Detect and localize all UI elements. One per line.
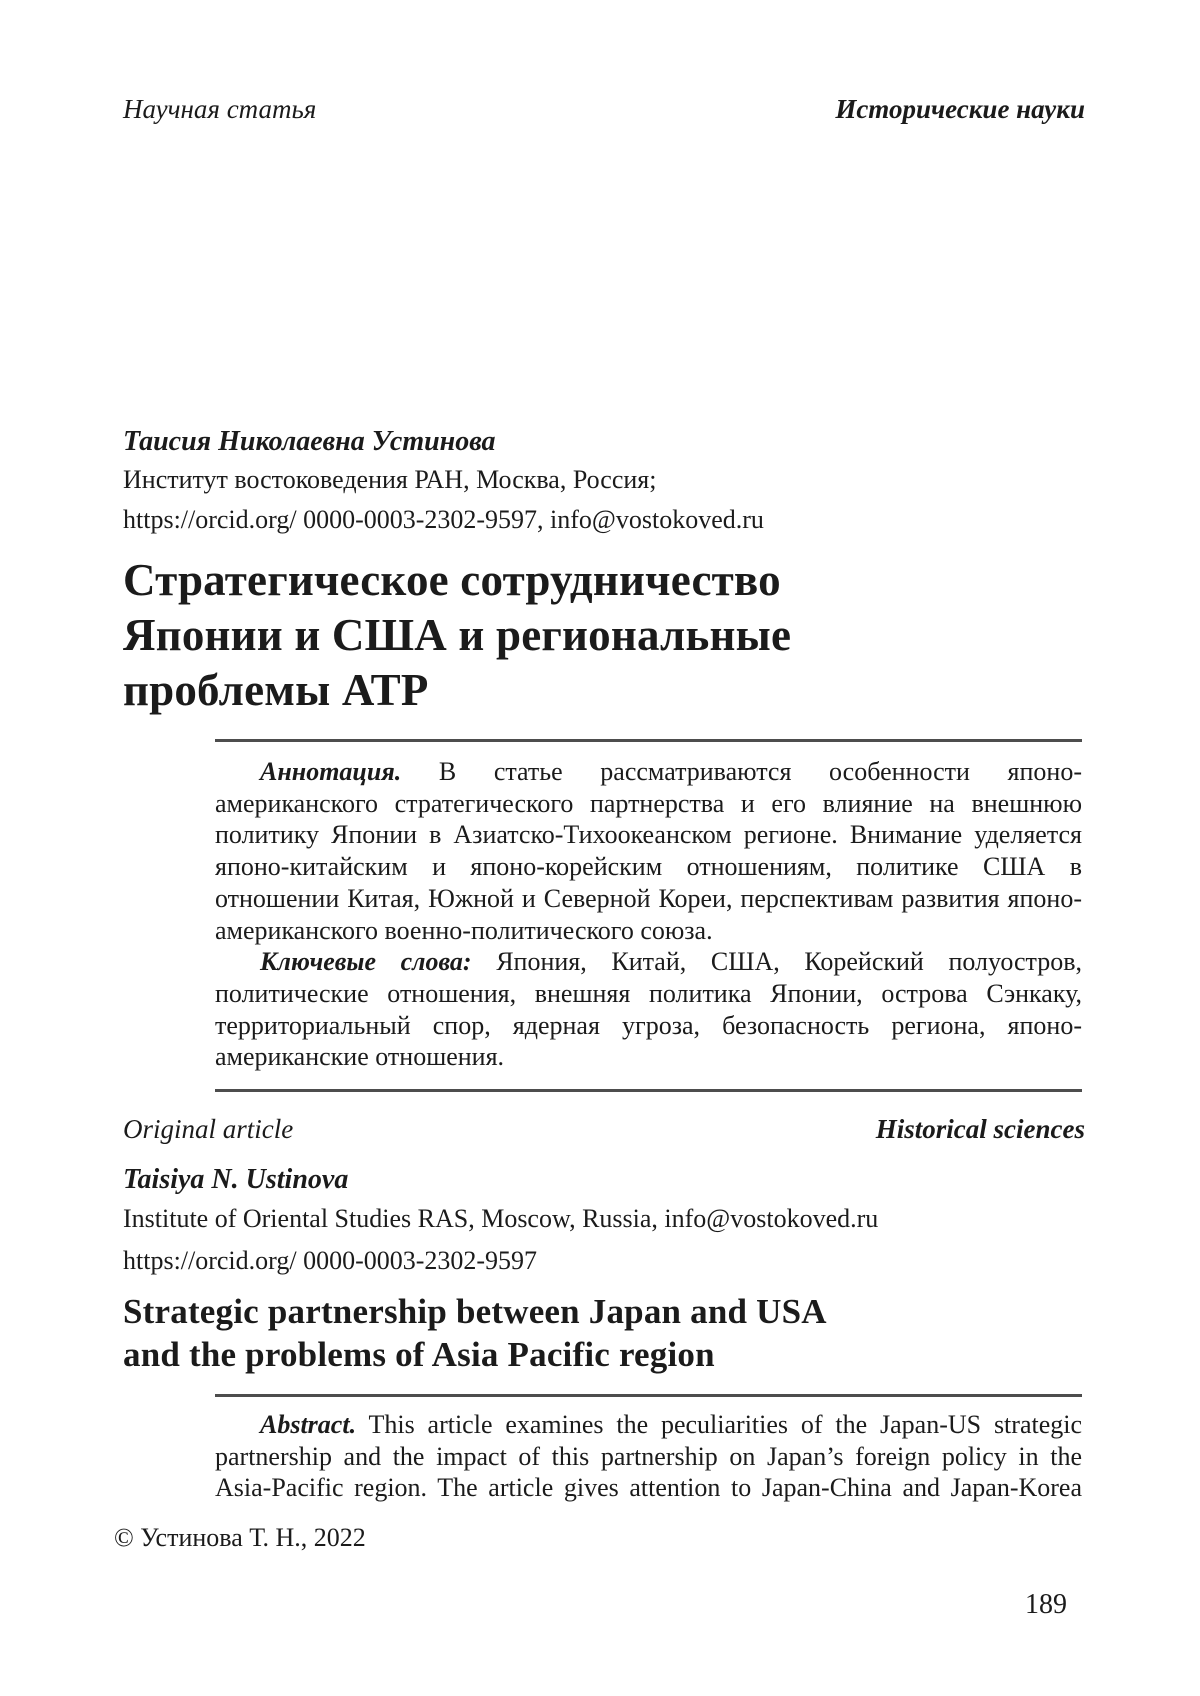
keywords-label-ru: Ключевые слова: — [260, 947, 472, 977]
author-name-en: Taisiya N. Ustinova — [123, 1164, 349, 1195]
abstract-block-en — [215, 1394, 1082, 1504]
abstract-text-ru: В статье рассматриваются особенности японо-американского стратегического партнерства и его влияние на внешнюю политику Японии в Азиатско-Тихоокеанском регионе. Внимание уделяется японо-китайским и японо-корейским отношениям, политике США в отношении Китая, Южной и Северной Кореи, перспективам развития японо-американского военно-политического союза. — [215, 757, 1082, 945]
subject-area-label-ru: Исторические науки — [835, 94, 1085, 124]
abstract-paragraph-ru — [215, 756, 1082, 946]
en-meta-row — [123, 1112, 1085, 1146]
keywords-paragraph-ru — [215, 946, 1082, 1073]
page-number: 189 — [1025, 1589, 1067, 1620]
abstract-block-ru — [215, 739, 1082, 1092]
copyright-notice: © Устинова Т. Н., 2022 — [114, 1523, 366, 1552]
top-meta-row — [123, 92, 1085, 126]
affiliation-en: Institute of Oriental Studies RAS, Moscow, Russia, info@vostokoved.ru — [123, 1204, 879, 1233]
orcid-en: https://orcid.org/ 0000-0003-2302-9597 — [123, 1246, 538, 1275]
article-type-label-ru: Научная статья — [123, 94, 317, 124]
abstract-paragraph-en — [215, 1409, 1082, 1504]
divider-rule-top-en — [215, 1394, 1082, 1397]
author-name-ru: Таисия Николаевна Устинова — [123, 426, 496, 457]
orcid-email-ru: https://orcid.org/ 0000-0003-2302-9597, info@vostokoved.ru — [123, 505, 764, 534]
divider-rule-top-ru — [215, 739, 1082, 742]
abstract-label-en: Abstract. — [260, 1410, 357, 1439]
article-type-label-en: Original article — [123, 1114, 294, 1144]
affiliation-ru: Институт востоковедения РАН, Москва, Россия; — [123, 465, 657, 494]
keywords-text-ru: Япония, Китай, США, Корейский полуостров, политические отношения, внешняя политика Японии, острова Сэнкаку, территориальный спор, ядерная угроза, безопасность региона, японо-американские отношения. — [215, 947, 1082, 1072]
article-title-en: Strategic partnership between Japan and USA and the problems of Asia Pacific region — [123, 1292, 827, 1374]
divider-rule-bottom-ru — [215, 1089, 1082, 1092]
abstract-text-en: This article examines the peculiarities of the Japan-US strategic partnership and the impact of this partnership on Japan’s foreign policy in the Asia-Pacific region. The article gives attention to Japan-China and Japan-Korea — [215, 1410, 1083, 1503]
abstract-label-ru: Аннотация. — [260, 757, 402, 786]
article-title-ru: Стратегическое сотрудничество Японии и США и региональные проблемы АТР — [123, 555, 792, 715]
subject-area-label-en: Historical sciences — [875, 1114, 1085, 1144]
